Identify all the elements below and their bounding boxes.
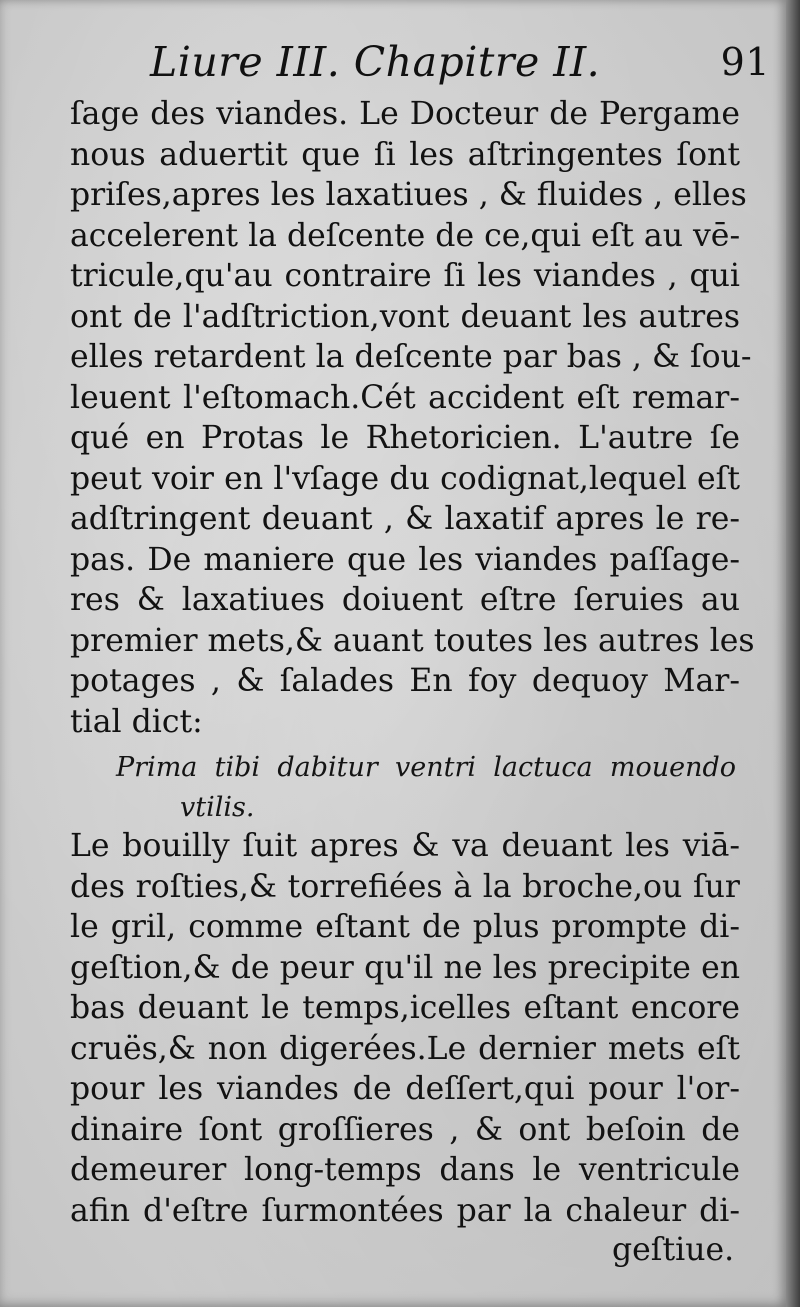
text-line: des roſties,& torrefiées à la broche,ou ſur (70, 868, 740, 905)
text-line: Le bouilly ſuit apres & va deuant les viā- (70, 828, 740, 864)
text-line: qué en Protas le Rhetoricien. L'autre ſe (70, 420, 740, 456)
text-line: tricule,qu'au contraire ſi les viandes , qui (70, 258, 740, 294)
running-title: Liure III. Chapitre II. (150, 38, 601, 86)
text-line: pas. De maniere que les viandes paſſage- (70, 541, 740, 578)
text-line: demeurer long-temps dans le ventricule (70, 1152, 740, 1188)
text-line: ſage des viandes. Le Docteur de Pergame (70, 96, 740, 132)
body-text-block-1 (70, 94, 755, 742)
text-line: dinaire ſont groſſieres , & ont beſoin de (70, 1111, 740, 1148)
page-header (150, 34, 770, 92)
quote-line: vtilis. (180, 792, 255, 823)
catchword-line: geſtiue. (612, 1232, 735, 1268)
text-line: le gril, comme eſtant de plus prompte di- (70, 909, 740, 945)
text-line: adſtringent deuant , & laxatif apres le re- (70, 501, 740, 537)
page-number: 91 (720, 40, 770, 84)
text-line: afin d'eſtre ſurmontées par la chaleur di- (70, 1192, 740, 1229)
text-line: ont de l'adſtriction,vont deuant les autres (70, 298, 740, 335)
text-line: priſes,apres les laxatiues , & fluides , elles (70, 177, 747, 213)
text-line: geſtion,& de peur qu'il ne les precipite en (70, 949, 740, 986)
text-line: res & laxatiues doiuent eſtre ſeruies au (70, 582, 740, 618)
text-line: tial dict: (70, 703, 203, 740)
text-line: pour les viandes de deſſert,qui pour l'or- (70, 1071, 740, 1107)
text-line: cruës,& non digerées.Le dernier mets eſt (70, 1030, 740, 1067)
body-text-block-2 (70, 826, 740, 1231)
quote-line: Prima tibi dabitur ventri lactuca mouendo (116, 752, 736, 783)
text-line: bas deuant le temps,icelles eſtant encore (70, 990, 740, 1026)
text-line: potages , & ſalades En foy dequoy Mar- (70, 663, 740, 699)
text-line: accelerent la deſcente de ce,qui eſt au vē- (70, 217, 741, 254)
latin-quotation (116, 748, 736, 828)
text-line: peut voir en l'vſage du codignat,lequel eſt (70, 460, 740, 497)
text-line: premier mets,& auant toutes les autres les (70, 622, 755, 659)
text-line: elles retardent la deſcente par bas , & ſou- (70, 339, 752, 375)
page-edge-shadow (786, 0, 800, 1307)
text-line: leuent l'eſtomach.Cét accident eſt remar- (70, 379, 740, 416)
text-line: nous aduertit que ſi les aſtringentes ſont (70, 136, 740, 173)
